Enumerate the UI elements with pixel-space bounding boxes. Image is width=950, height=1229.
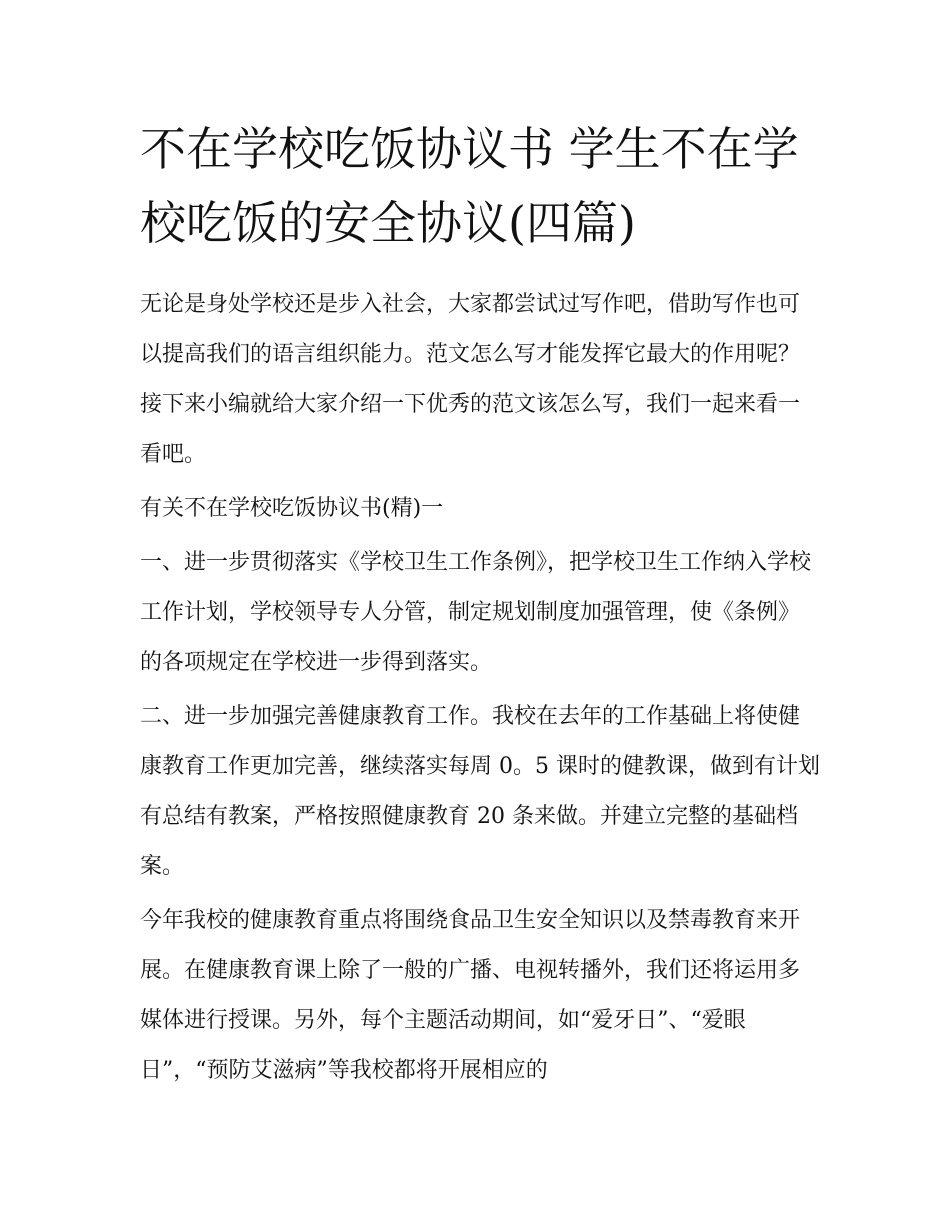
document-title: 不在学校吃饭协议书 学生不在学校吃饭的安全协议(四篇): [140, 122, 799, 250]
document-body: [140, 280, 820, 1100]
section-heading: 有关不在学校吃饭协议书(精)一: [140, 496, 444, 521]
paragraph-health-education: 今年我校的健康教育重点将围绕食品卫生安全知识以及禁毒教育来开展。在健康教育课上除了一般的广播、电视转播外，我们还将运用多媒体进行授课。另外，每个主题活动期间，如“爱牙日”、“爱眼日”，“预防艾滋病”等我校都将开展相应的: [140, 908, 801, 1083]
paragraph-item-1: 一、进一步贯彻落实《学校卫生工作条例》，把学校卫生工作纳入学校工作计划，学校领导专人分管，制定规划制度加强管理，使《条例》的各项规定在学校进一步得到落实。: [140, 550, 812, 675]
paragraph-intro: 无论是身处学校还是步入社会，大家都尝试过写作吧，借助写作也可以提高我们的语言组织能力。范文怎么写才能发挥它最大的作用呢？接下来小编就给大家介绍一下优秀的范文该怎么写，我们一起来看一看吧。: [140, 292, 801, 467]
paragraph-item-2: 二、进一步加强完善健康教育工作。我校在去年的工作基础上将使健康教育工作更加完善，继续落实每周 0。5 课时的健教课，做到有计划有总结有教案，严格按照健康教育 20 条来做。并建立完整的基础档案。: [140, 704, 820, 879]
